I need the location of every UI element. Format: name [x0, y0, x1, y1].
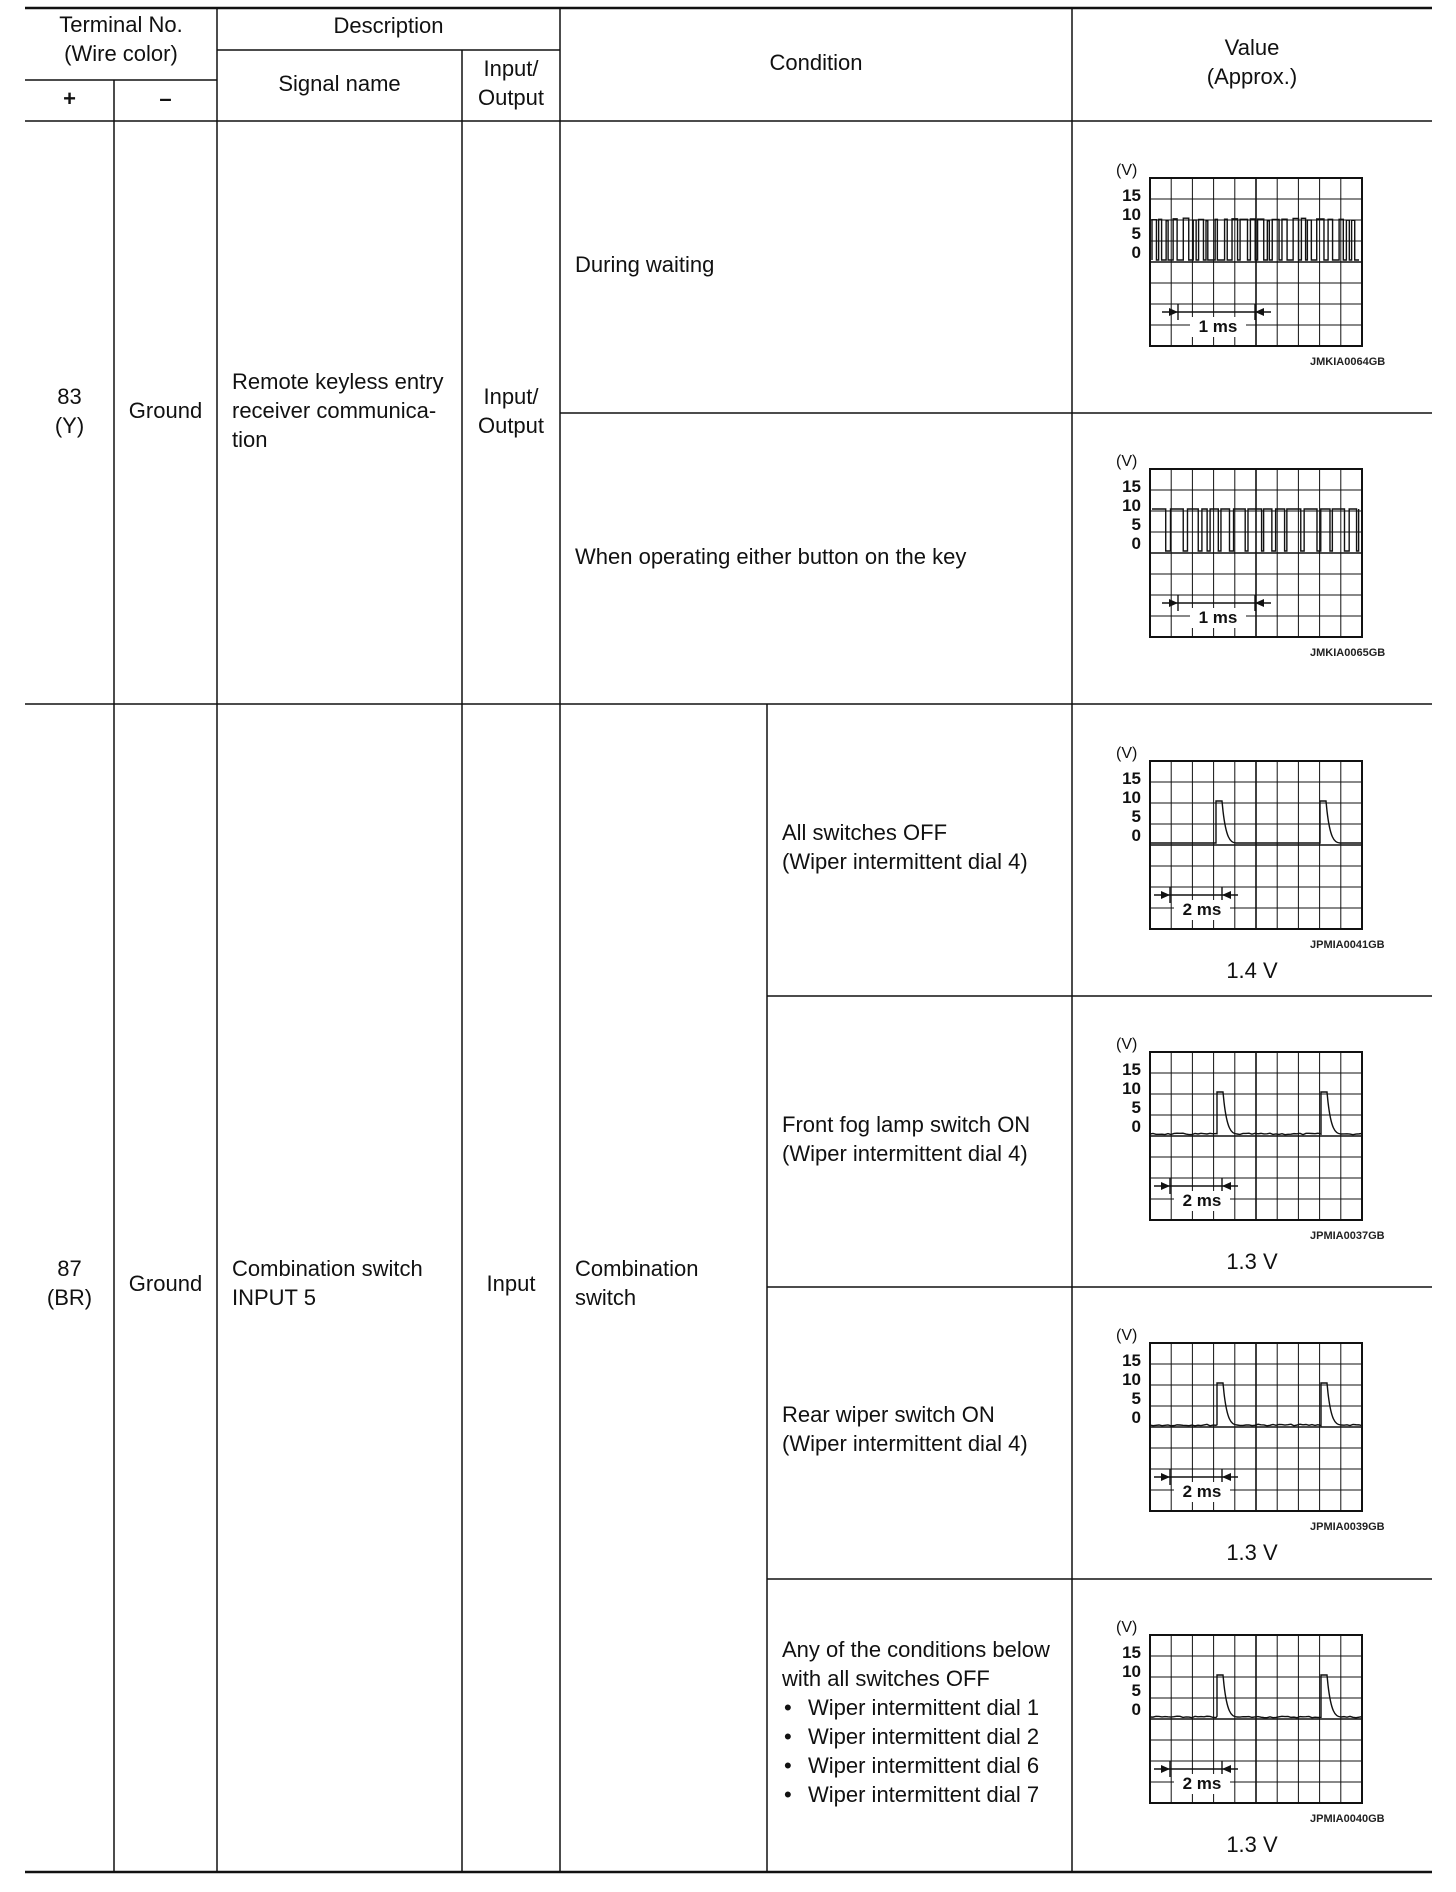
- condition-during-waiting: [575, 250, 714, 279]
- scope-tick-10: 10: [1122, 1370, 1141, 1389]
- scope-rear-wiper: [1110, 1322, 1410, 1542]
- value-voltage: 1.4 V: [1226, 958, 1278, 983]
- bullet-item: • Wiper intermittent dial 2: [782, 1722, 1050, 1751]
- condition-text-line2: (Wiper intermittent dial 4): [782, 1141, 1028, 1166]
- scope-grid: [1150, 178, 1362, 346]
- condition-text-line1: Any of the conditions below: [782, 1637, 1050, 1662]
- scope-arrowhead: [1169, 599, 1178, 607]
- scope-tick-15: 15: [1122, 1351, 1141, 1370]
- scope-tick-15: 15: [1122, 186, 1141, 205]
- row83-signal-line3: tion: [232, 427, 268, 452]
- scope-arrowhead: [1161, 1473, 1170, 1481]
- scope-grid: [1150, 469, 1362, 637]
- bullet-item: • Wiper intermittent dial 7: [782, 1780, 1050, 1809]
- scope-tick-5: 5: [1131, 1098, 1141, 1117]
- row83-terminal: [25, 382, 114, 440]
- scope-tick-0: 0: [1131, 534, 1141, 553]
- scope-tick-15: 15: [1122, 477, 1141, 496]
- scope-tick-0: 0: [1131, 1700, 1141, 1719]
- row83-ground: Ground: [128, 398, 203, 423]
- bullet-item: • Wiper intermittent dial 6: [782, 1751, 1050, 1780]
- condition-operating-key: [575, 542, 966, 571]
- row83-signal-line1: Remote keyless entry: [232, 369, 444, 394]
- scope-tick-10: 10: [1122, 1662, 1141, 1681]
- scope-front-fog-lamp: [1110, 1031, 1410, 1251]
- row87-wire-color: (BR): [46, 1285, 93, 1310]
- scope-arrowhead: [1161, 1765, 1170, 1773]
- header-plus: +: [63, 86, 76, 111]
- oscilloscope-figure: [1110, 157, 1410, 372]
- scope-code: JMKIA0064GB: [1310, 356, 1386, 368]
- condition-any-of-below: [782, 1635, 1050, 1809]
- condition-group-line1: Combination: [575, 1256, 699, 1281]
- value-voltage: 1.3 V: [1226, 1249, 1278, 1274]
- scope-tick-5: 5: [1131, 1681, 1141, 1700]
- scope-y-unit: (V): [1116, 453, 1138, 470]
- scope-waiting: [1110, 157, 1410, 377]
- scope-operating-key: [1110, 448, 1410, 668]
- row83-signal-line2: receiver communica-: [232, 398, 437, 423]
- scope-arrowhead: [1222, 1182, 1231, 1190]
- header-terminal-no-line2: (Wire color): [64, 41, 178, 66]
- row83-wire-color: (Y): [54, 413, 85, 438]
- scope-y-unit: (V): [1116, 1619, 1138, 1636]
- row83-signal-name: [232, 367, 444, 454]
- scope-tick-15: 15: [1122, 769, 1141, 788]
- scope-waveform: [1152, 218, 1359, 260]
- scope-tick-10: 10: [1122, 205, 1141, 224]
- scope-time-label: 2 ms: [1182, 1774, 1222, 1793]
- scope-all-switches-off: [1110, 740, 1410, 960]
- scope-time-label: 2 ms: [1182, 1191, 1222, 1210]
- header-terminal-no-line1: Terminal No.: [59, 12, 183, 37]
- condition-rear-wiper: [782, 1400, 1028, 1458]
- scope-arrowhead: [1222, 891, 1231, 899]
- scope-tick-0: 0: [1131, 243, 1141, 262]
- row87-terminal-no: 87: [57, 1256, 82, 1281]
- scope-arrowhead: [1169, 308, 1178, 316]
- oscilloscope-figure: [1110, 740, 1410, 955]
- condition-bullet-list: [782, 1693, 1050, 1809]
- bullet-item: • Wiper intermittent dial 1: [782, 1693, 1050, 1722]
- oscilloscope-figure: [1110, 1614, 1410, 1829]
- condition-text: During waiting: [575, 252, 715, 277]
- scope-arrowhead: [1222, 1765, 1231, 1773]
- row87-terminal: [25, 1254, 114, 1312]
- header-value: [1072, 33, 1432, 91]
- value-voltage: 1.3 V: [1226, 1832, 1278, 1857]
- scope-time-label: 2 ms: [1182, 900, 1222, 919]
- header-signal-name: Signal name: [278, 71, 401, 96]
- scope-time-label: 1 ms: [1198, 317, 1238, 336]
- scope-arrowhead: [1161, 891, 1170, 899]
- condition-front-fog-lamp: [782, 1110, 1030, 1168]
- scope-code: JPMIA0039GB: [1310, 1521, 1385, 1533]
- scope-any-of-below: [1110, 1614, 1410, 1834]
- scope-tick-5: 5: [1131, 224, 1141, 243]
- oscilloscope-figure: [1110, 1322, 1410, 1537]
- condition-text-line2: with all switches OFF: [782, 1666, 990, 1691]
- condition-text: When operating either button on the key: [575, 544, 967, 569]
- row83-terminal-no: 83: [57, 384, 82, 409]
- condition-group-line2: switch: [575, 1285, 637, 1310]
- row87-signal-line1: Combination switch: [232, 1256, 423, 1281]
- scope-tick-15: 15: [1122, 1643, 1141, 1662]
- scope-code: JPMIA0041GB: [1310, 939, 1385, 951]
- scope-time-label: 1 ms: [1198, 608, 1238, 627]
- row87-io: Input: [486, 1271, 536, 1296]
- row83-io: [462, 382, 560, 440]
- oscilloscope-figure: [1110, 448, 1410, 663]
- header-value-line2: (Approx.): [1206, 64, 1298, 89]
- row87-signal-name: [232, 1254, 423, 1312]
- scope-tick-0: 0: [1131, 1117, 1141, 1136]
- scope-tick-5: 5: [1131, 515, 1141, 534]
- scope-code: JPMIA0040GB: [1310, 1813, 1385, 1825]
- header-io: [462, 54, 560, 112]
- scope-code: JPMIA0037GB: [1310, 1230, 1385, 1242]
- scope-tick-15: 15: [1122, 1060, 1141, 1079]
- row83-io-line1: Input/: [483, 384, 539, 409]
- scope-tick-10: 10: [1122, 788, 1141, 807]
- scope-code: JMKIA0065GB: [1310, 647, 1386, 659]
- scope-tick-5: 5: [1131, 1389, 1141, 1408]
- scope-y-unit: (V): [1116, 1327, 1138, 1344]
- header-minus: –: [159, 86, 172, 111]
- row83-io-line2: Output: [477, 413, 545, 438]
- row87-condition-group: [575, 1254, 699, 1312]
- header-description: Description: [333, 13, 444, 38]
- scope-arrowhead: [1161, 1182, 1170, 1190]
- header-io-line1: Input/: [483, 56, 539, 81]
- condition-text-line2: (Wiper intermittent dial 4): [782, 849, 1028, 874]
- scope-arrowhead: [1222, 1473, 1231, 1481]
- header-condition: Condition: [769, 50, 863, 75]
- row87-signal-line2: INPUT 5: [232, 1285, 316, 1310]
- condition-text-line1: Rear wiper switch ON: [782, 1402, 995, 1427]
- scope-y-unit: (V): [1116, 745, 1138, 762]
- header-io-line2: Output: [477, 85, 545, 110]
- condition-text-line2: (Wiper intermittent dial 4): [782, 1431, 1028, 1456]
- value-voltage: 1.3 V: [1226, 1540, 1278, 1565]
- scope-tick-0: 0: [1131, 1408, 1141, 1427]
- header-terminal-no: [25, 10, 217, 68]
- row87-ground: Ground: [128, 1271, 203, 1296]
- condition-text-line1: Front fog lamp switch ON: [782, 1112, 1031, 1137]
- scope-y-unit: (V): [1116, 162, 1138, 179]
- header-value-line1: Value: [1224, 35, 1280, 60]
- condition-all-switches-off: [782, 818, 1028, 876]
- scope-tick-0: 0: [1131, 826, 1141, 845]
- oscilloscope-figure: [1110, 1031, 1410, 1246]
- scope-tick-10: 10: [1122, 1079, 1141, 1098]
- scope-y-unit: (V): [1116, 1036, 1138, 1053]
- scope-time-label: 2 ms: [1182, 1482, 1222, 1501]
- scope-tick-5: 5: [1131, 807, 1141, 826]
- scope-tick-10: 10: [1122, 496, 1141, 515]
- condition-text-line1: All switches OFF: [782, 820, 948, 845]
